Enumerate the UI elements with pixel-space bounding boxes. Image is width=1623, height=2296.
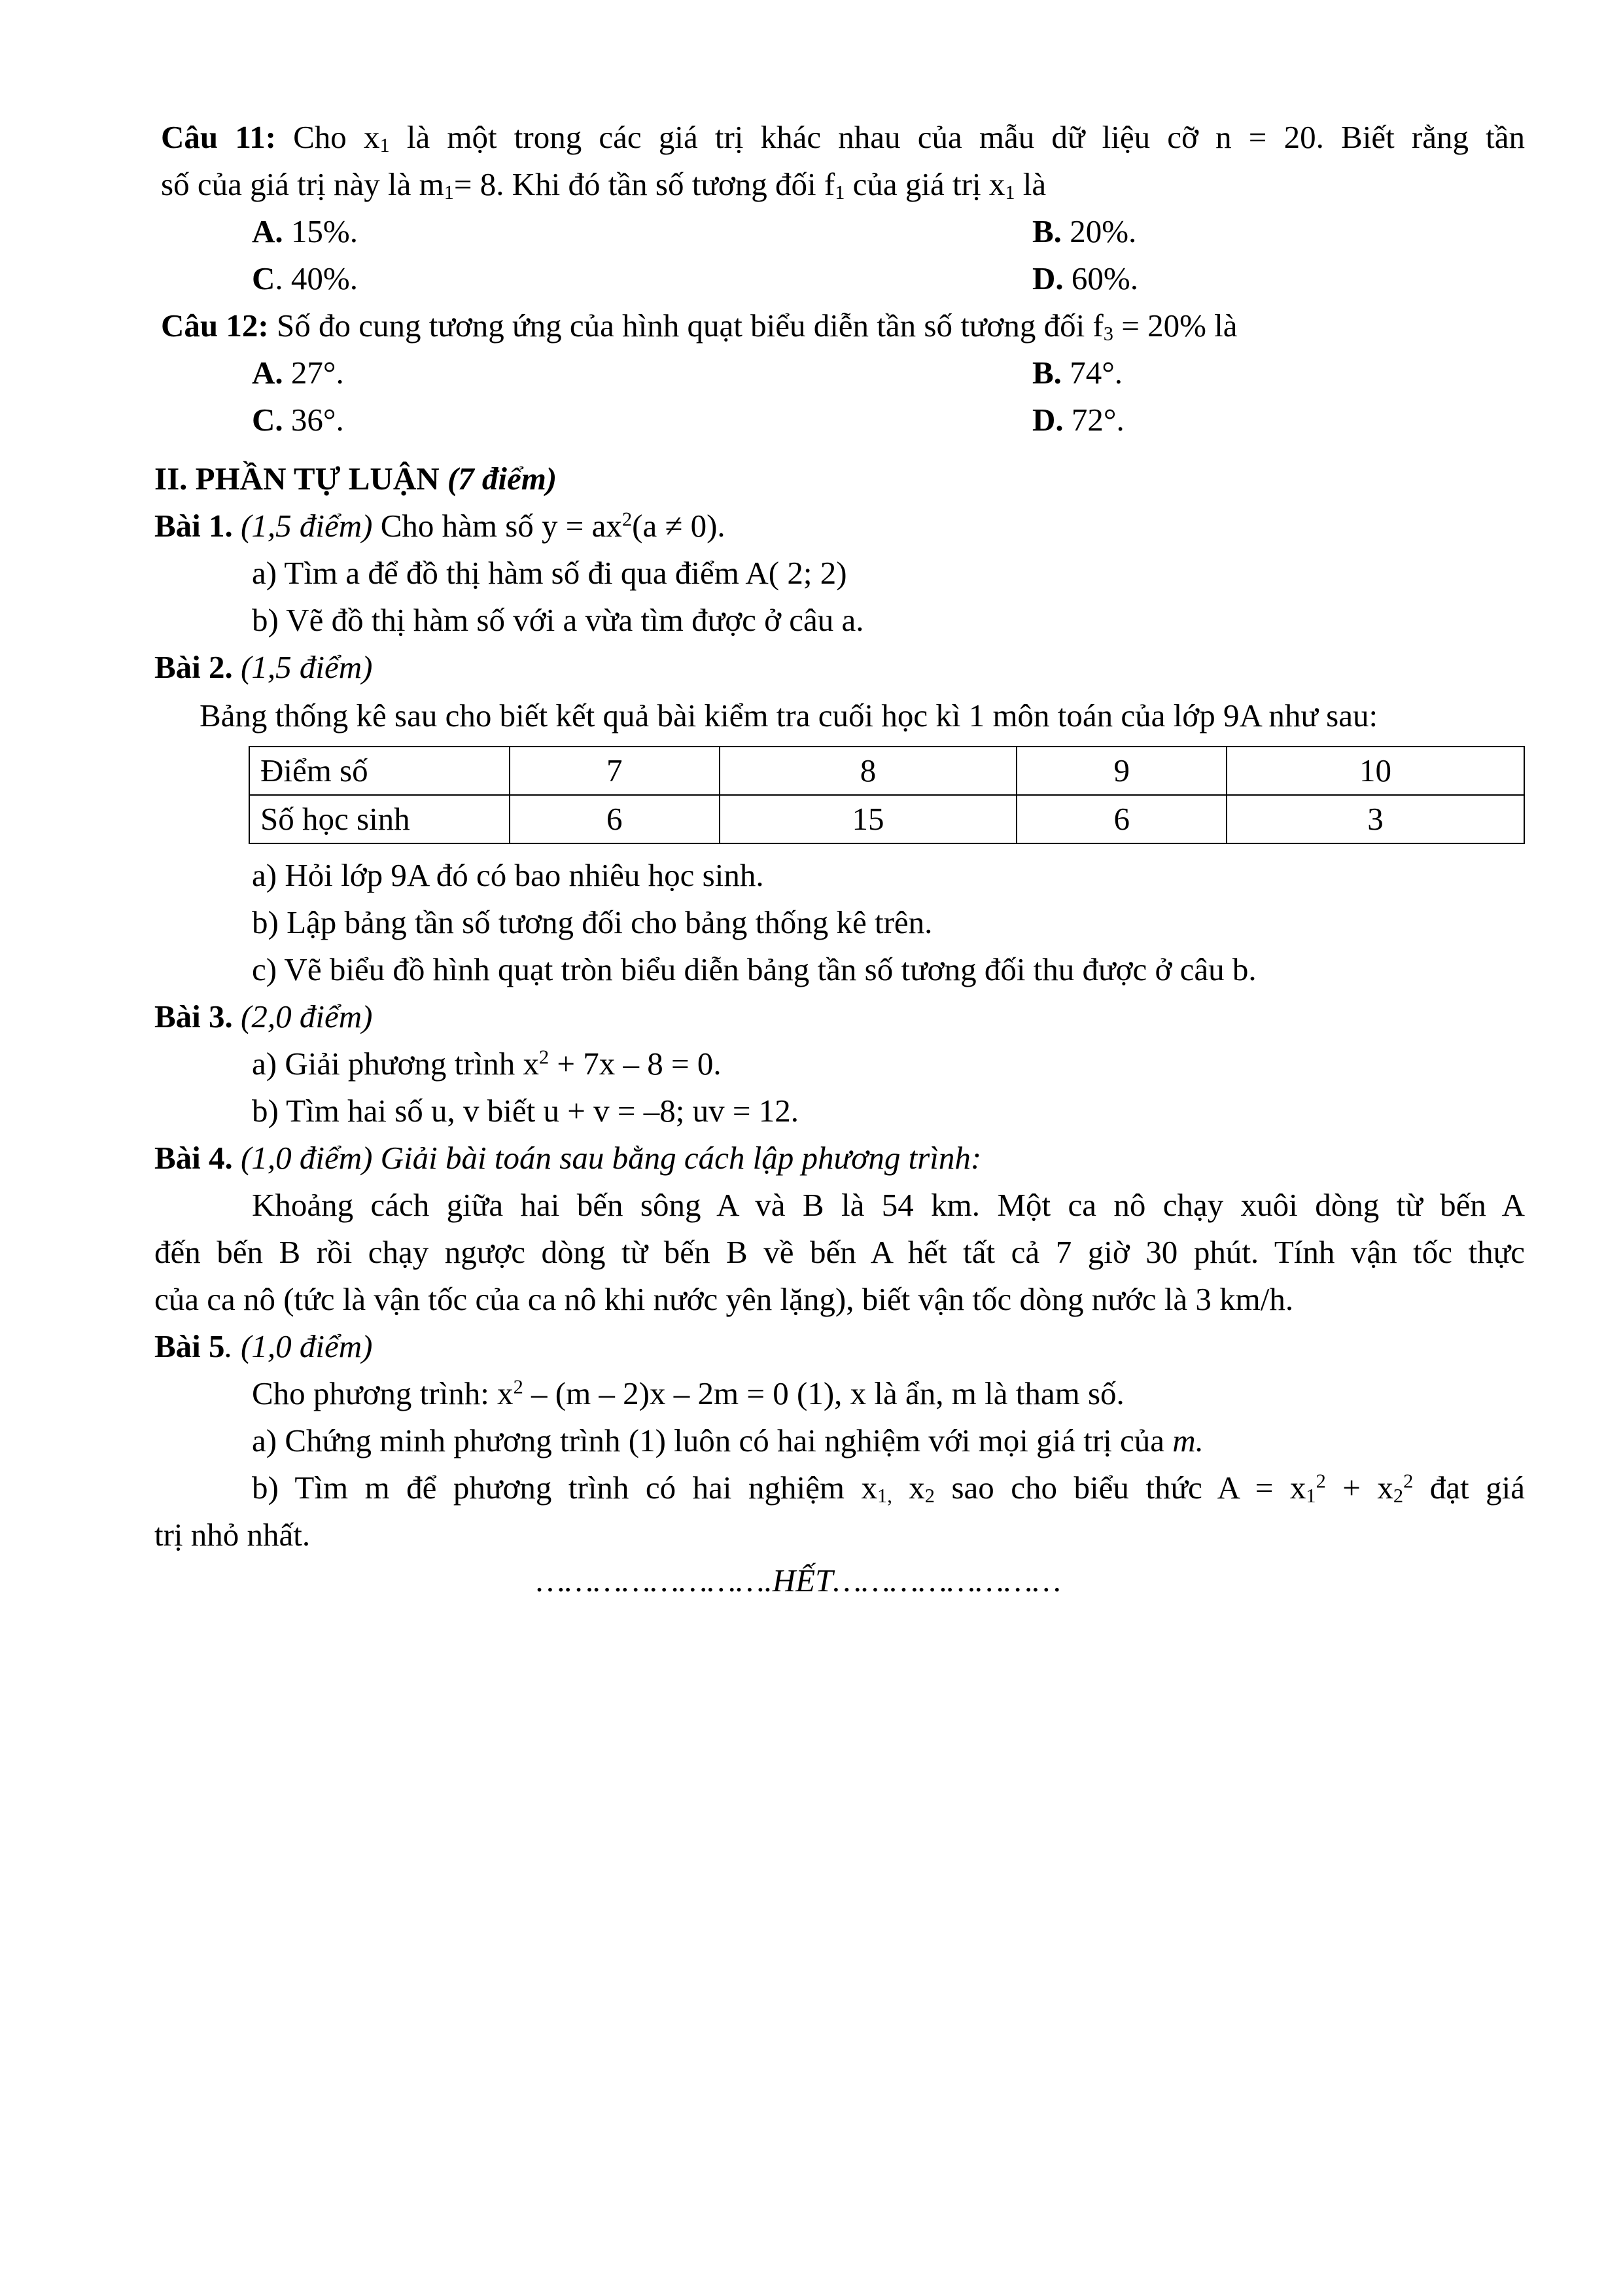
table-cell: Điểm số [249, 747, 510, 795]
score-table [249, 746, 1525, 844]
table-cell: 8 [720, 747, 1017, 795]
table-cell: 7 [510, 747, 720, 795]
bai2-part-a: a) Hỏi lớp 9A đó có bao nhiêu học sinh. [252, 857, 764, 893]
q12-line: Câu 12: Số đo cung tương ứng của hình quạt biểu diễn tần số tương đối $f_3 = 20\%$ là [161, 308, 1238, 345]
q11-label: Câu 11: [161, 119, 276, 155]
bai3-heading: Bài 3. (2,0 điểm) [154, 998, 373, 1034]
bai3-part-a: a) Giải phương trình $x^2 + 7x - 8 = 0$. [252, 1046, 722, 1082]
q12-label: Câu 12: [161, 308, 269, 344]
q11-line2: số của giá trị này là $m_1= 8$. Khi đó tần số tương đối $f_1$ của giá trị $x_1$ là [161, 166, 1047, 204]
q11-line1: Câu 11: Cho $x_1$ là một trong các giá trị khác nhau của mẫu dữ liệu cỡ n = 20. Biết rằng tần [161, 119, 1525, 157]
table-cell: 6 [510, 795, 720, 843]
bai2-part-c: c) Vẽ biểu đồ hình quạt tròn biểu diễn bảng tần số tương đối thu được ở câu b. [252, 951, 1257, 987]
table-cell: 9 [1017, 747, 1227, 795]
bai2-intro: Bảng thống kê sau cho biết kết quả bài kiểm tra cuối học kì 1 môn toán của lớp 9A như sau: [200, 698, 1378, 733]
table-cell: 15 [720, 795, 1017, 843]
bai3-part-b: b) Tìm hai số u, v biết u + v = –8; uv = 12. [252, 1093, 799, 1129]
bai1-heading: Bài 1. (1,5 điểm) Cho hàm số $y = ax^2(a \ne 0)$. [154, 508, 725, 544]
bai5-part-b-line1: b) Tìm m để phương trình có hai nghiệm $x_{1,}$ $x_2$ sao cho biểu thức $A = x_1^2 + x_2^2$ đạt giá [252, 1470, 1525, 1508]
bai5-heading: Bài 5. (1,0 điểm) [154, 1328, 373, 1364]
q12-option-d: D. 72°. [1032, 402, 1125, 438]
q11-option-d: D. 60%. [1032, 260, 1138, 296]
bai4-heading: Bài 4. (1,0 điểm) Giải bài toán sau bằng cách lập phương trình: [154, 1140, 982, 1176]
bai5-part-a: a) Chứng minh phương trình (1) luôn có hai nghiệm với mọi giá trị của m. [252, 1422, 1204, 1458]
q12-option-b: B. 74°. [1032, 355, 1123, 391]
bai2-part-b: b) Lập bảng tần số tương đối cho bảng thống kê trên. [252, 904, 933, 940]
bai1-part-b: b) Vẽ đồ thị hàm số với a vừa tìm được ở câu a. [252, 602, 864, 638]
table-row [249, 747, 1524, 795]
bai2-heading: Bài 2. (1,5 điểm) [154, 649, 373, 685]
end-marker: …………………….HẾT…………………… [536, 1563, 1061, 1598]
table-cell: Số học sinh [249, 795, 510, 843]
q11-option-b: B. 20%. [1032, 213, 1137, 249]
bai1-part-a: a) Tìm a để đồ thị hàm số đi qua điểm A( 2; 2) [252, 555, 847, 591]
bai4-line3: của ca nô (tức là vận tốc của ca nô khi nước yên lặng), biết vận tốc dòng nước là 3 km/h. [154, 1281, 1294, 1317]
part2-heading: II. PHẦN TỰ LUẬN (7 điểm) [154, 461, 557, 497]
bai4-line2: đến bến B rồi chạy ngược dòng từ bến B về bến A hết tất cả 7 giờ 30 phút. Tính vận tốc thực [154, 1234, 1525, 1270]
table-cell: 10 [1227, 747, 1524, 795]
table-cell: 3 [1227, 795, 1524, 843]
table-row [249, 795, 1524, 843]
bai5-equation: Cho phương trình: $x^2 - (m - 2)x - 2m = 0$ (1), x là ẩn, m là tham số. [252, 1375, 1125, 1411]
bai4-line1: Khoảng cách giữa hai bến sông A và B là 54 km. Một ca nô chạy xuôi dòng từ bến A [252, 1187, 1525, 1223]
q12-option-c: C. 36°. [252, 402, 344, 438]
q12-option-a: A. 27°. [252, 355, 344, 391]
q11-option-a: A. 15%. [252, 213, 358, 249]
q11-option-c: C. 40%. [252, 260, 358, 296]
bai5-part-b-line2: trị nhỏ nhất. [154, 1517, 311, 1553]
table-cell: 6 [1017, 795, 1227, 843]
